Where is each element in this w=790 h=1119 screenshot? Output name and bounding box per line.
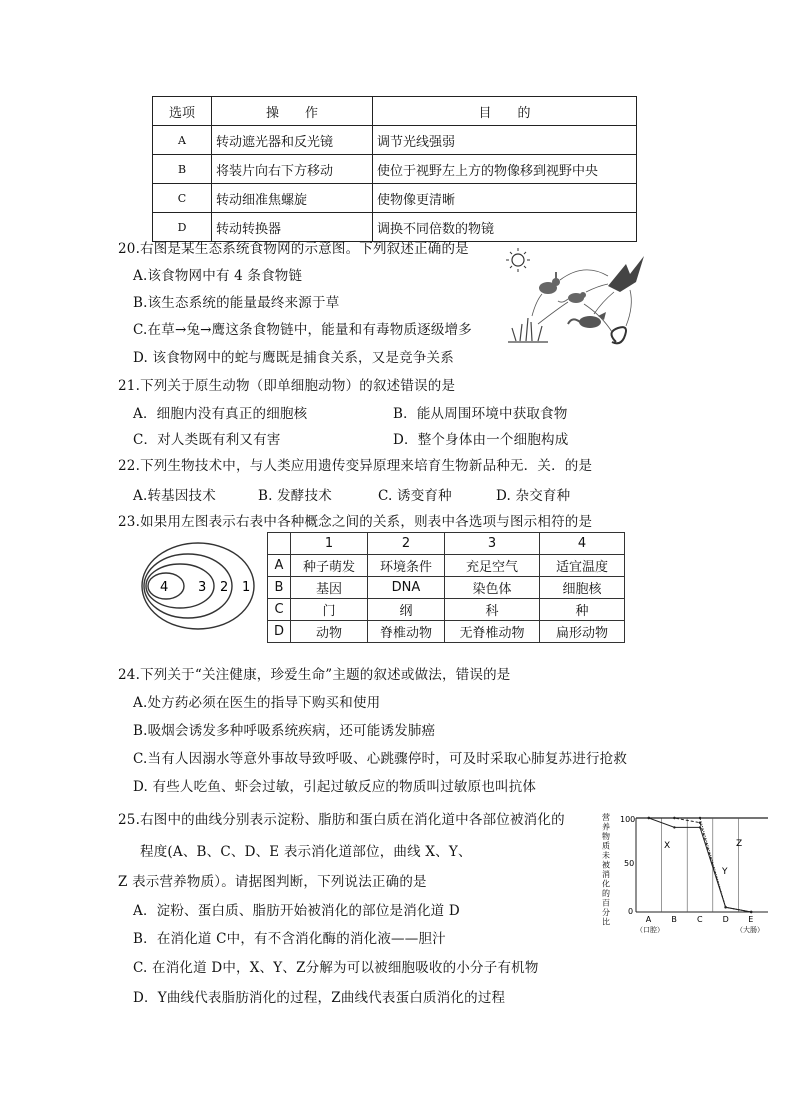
- table-header-cell: 1: [291, 533, 368, 555]
- q25-option-c: C. 在消化道 D中，X、Y、Z分解为可以被细胞吸收的小分子有机物: [133, 960, 539, 976]
- table-cell: 使物像更清晰: [373, 184, 637, 213]
- question-24-stem: 24.下列关于“关注健康，珍爱生命”主题的叙述或做法，错误的是: [118, 667, 511, 683]
- table-cell: D: [153, 213, 212, 242]
- ellipse-label-2: 2: [220, 580, 229, 595]
- table-header-cell: 4: [540, 533, 625, 555]
- q21-option-a: A．细胞内没有真正的细胞核: [133, 406, 308, 422]
- q25-option-b: B．在消化道 C中，有不含消化酶的消化液——胆汁: [133, 931, 446, 947]
- table-row: [268, 555, 625, 577]
- q22-option-d: D. 杂交育种: [496, 488, 571, 504]
- ylabel-char: 养: [602, 822, 610, 832]
- table-header-cell: [268, 533, 291, 555]
- question-25-stem-line3: Z 表示营养物质）。请据图判断，下列说法正确的是: [118, 874, 427, 890]
- q25-option-a: A．淀粉、蛋白质、脂肪开始被消化的部位是消化道 D: [133, 903, 460, 919]
- curve-point-z: [673, 817, 675, 819]
- table-cell: 转动细准焦螺旋: [212, 184, 373, 213]
- ylabel-char: 分: [602, 908, 610, 917]
- ylabel-char: 未: [602, 851, 610, 860]
- table-row: [268, 621, 625, 643]
- q21-option-b: B．能从周围环境中获取食物: [393, 406, 568, 422]
- table-row: [153, 126, 637, 155]
- curve-label-z: Z: [736, 839, 743, 849]
- table-cell: 门: [291, 599, 368, 621]
- snake-icon: [611, 327, 626, 343]
- q20-option-b: B.该生态系统的能量最终来源于草: [133, 295, 340, 311]
- y-tick-label: 0: [628, 907, 634, 916]
- curve-point-x: [673, 826, 675, 828]
- ylabel-char: 物: [602, 832, 610, 841]
- table-cell: 环境条件: [368, 555, 445, 577]
- chart-ylabel: [602, 812, 610, 927]
- ellipse-label-4: 4: [160, 580, 169, 595]
- nested-concept-ellipses: [140, 540, 258, 632]
- x-tick-label: C: [697, 915, 703, 924]
- q22-option-a: A.转基因技术: [133, 488, 216, 504]
- ellipse-label-3: 3: [198, 580, 207, 595]
- q20-option-a: A.该食物网中有 4 条食物链: [133, 268, 303, 284]
- q20-option-d: D. 该食物网中的蛇与鹰既是捕食关系，又是竞争关系: [133, 350, 454, 366]
- table-row: [268, 577, 625, 599]
- question-21-stem: 21.下列关于原生动物（即单细胞动物）的叙述错误的是: [118, 378, 456, 394]
- table-cell: 调换不同倍数的物镜: [373, 213, 637, 242]
- question-22-stem: 22.下列生物技术中，与人类应用遗传变异原理来培育生物新品种无．关．的是: [118, 458, 593, 474]
- microscope-operation-table: [152, 96, 637, 242]
- curve-y: [636, 818, 751, 912]
- question-25-stem-line1: 25.右图中的曲线分别表示淀粉、脂肪和蛋白质在消化道中各部位被消化的: [118, 812, 565, 828]
- ylabel-char: 质: [602, 841, 610, 851]
- y-tick-label: 50: [624, 859, 635, 868]
- table-cell: A: [153, 126, 212, 155]
- x-tick-label: A: [645, 915, 652, 924]
- q22-option-b: B. 发酵技术: [258, 488, 332, 504]
- question-20-stem: 20.右图是某生态系统食物网的示意图。下列叙述正确的是: [118, 241, 469, 257]
- x-tick-label: D: [722, 915, 729, 924]
- x-tick-label: E: [748, 915, 754, 924]
- y-tick-label: 100: [620, 815, 636, 824]
- ylabel-char: 营: [602, 813, 610, 822]
- table-cell: 细胞核: [540, 577, 625, 599]
- table-cell: 将装片向右下方移动: [212, 155, 373, 184]
- table-cell: 转动遮光器和反光镜: [212, 126, 373, 155]
- table-cell: 无脊椎动物: [445, 621, 540, 643]
- table-cell: 调节光线强弱: [373, 126, 637, 155]
- ylabel-char: 比: [602, 917, 610, 927]
- ylabel-char: 的: [602, 889, 610, 898]
- table-header-cell: 3: [445, 533, 540, 555]
- curve-point-z: [750, 911, 752, 913]
- table-cell: A: [268, 555, 291, 577]
- sun-icon: [506, 248, 530, 272]
- table-cell: 种: [540, 599, 625, 621]
- q24-option-d: D. 有些人吃鱼、虾会过敏，引起过敏反应的物质叫过敏原也叫抗体: [133, 779, 537, 795]
- eagle-icon: [608, 256, 644, 292]
- table-header-row: [153, 97, 637, 126]
- curve-x: [636, 818, 751, 912]
- grass-icon: [508, 318, 548, 342]
- table-cell: 使位于视野左上方的物像移到视野中央: [373, 155, 637, 184]
- q21-option-d: D．整个身体由一个细胞构成: [393, 432, 569, 448]
- q24-option-b: B.吸烟会诱发多种呼吸系统疾病，还可能诱发肺癌: [133, 723, 436, 739]
- fox-icon: [568, 312, 606, 328]
- ellipse-label-1: 1: [242, 580, 251, 595]
- table-cell: D: [268, 621, 291, 643]
- x-sub-label-mouth: （口腔）: [636, 926, 664, 934]
- curve-label-x: X: [664, 841, 671, 851]
- table-cell: 充足空气: [445, 555, 540, 577]
- q25-option-d: D．Y曲线代表脂肪消化的过程，Z曲线代表蛋白质消化的过程: [133, 990, 506, 1006]
- q24-option-c: C.当有人因溺水等意外事故导致呼吸、心跳骤停时，可及时采取心肺复苏进行抢救: [133, 751, 628, 767]
- ylabel-char: 消: [602, 870, 610, 879]
- table-cell: 基因: [291, 577, 368, 599]
- q21-option-c: C．对人类既有利又有害: [133, 432, 281, 448]
- rabbit-icon: [539, 272, 560, 294]
- table-row: [268, 599, 625, 621]
- table-row: [153, 155, 637, 184]
- table-cell: 种子萌发: [291, 555, 368, 577]
- digestion-chart: [596, 806, 776, 936]
- curve-point-z: [648, 817, 650, 819]
- table-cell: C: [268, 599, 291, 621]
- mouse-icon: [558, 292, 586, 303]
- table-cell: 染色体: [445, 577, 540, 599]
- table-header-cell: 2: [368, 533, 445, 555]
- question-23-stem: 23.如果用左图表示右表中各种概念之间的关系，则表中各选项与图示相符的是: [118, 514, 593, 530]
- curve-point-x: [699, 826, 701, 828]
- curve-label-y: Y: [722, 867, 728, 877]
- table-cell: C: [153, 184, 212, 213]
- table-cell: 适宜温度: [540, 555, 625, 577]
- ellipse-2: [144, 554, 232, 618]
- table-header-cell: 目 的: [373, 97, 637, 126]
- curve-z: [636, 818, 751, 912]
- table-cell: 动物: [291, 621, 368, 643]
- curve-point-z: [699, 817, 701, 819]
- x-tick-label: B: [671, 915, 677, 924]
- curve-point-z: [724, 906, 726, 908]
- q22-option-c: C. 诱变育种: [378, 488, 452, 504]
- table-cell: 扁形动物: [540, 621, 625, 643]
- ylabel-char: 化: [602, 879, 610, 889]
- table-header-cell: 选项: [153, 97, 212, 126]
- table-row: [153, 184, 637, 213]
- table-cell: B: [153, 155, 212, 184]
- table-cell: 纲: [368, 599, 445, 621]
- x-sub-label-large-intestine: （大肠）: [736, 926, 764, 934]
- q20-option-c: C.在草→兔→鹰这条食物链中，能量和有毒物质逐级增多: [133, 322, 472, 338]
- table-cell: 科: [445, 599, 540, 621]
- table-cell: 转动转换器: [212, 213, 373, 242]
- table-cell: 脊椎动物: [368, 621, 445, 643]
- table-cell: B: [268, 577, 291, 599]
- table-header-cell: 操 作: [212, 97, 373, 126]
- table-header-row: [268, 533, 625, 555]
- food-web-diagram: [498, 246, 648, 352]
- table-cell: DNA: [368, 577, 445, 599]
- ylabel-char: 被: [602, 860, 610, 870]
- ylabel-char: 百: [602, 898, 610, 908]
- question-25-stem-line2: 程度(A、B、C、D、E 表示消化道部位，曲线 X、Y、: [140, 844, 472, 860]
- q24-option-a: A.处方药必须在医生的指导下购买和使用: [133, 695, 381, 711]
- concept-table: [267, 532, 625, 643]
